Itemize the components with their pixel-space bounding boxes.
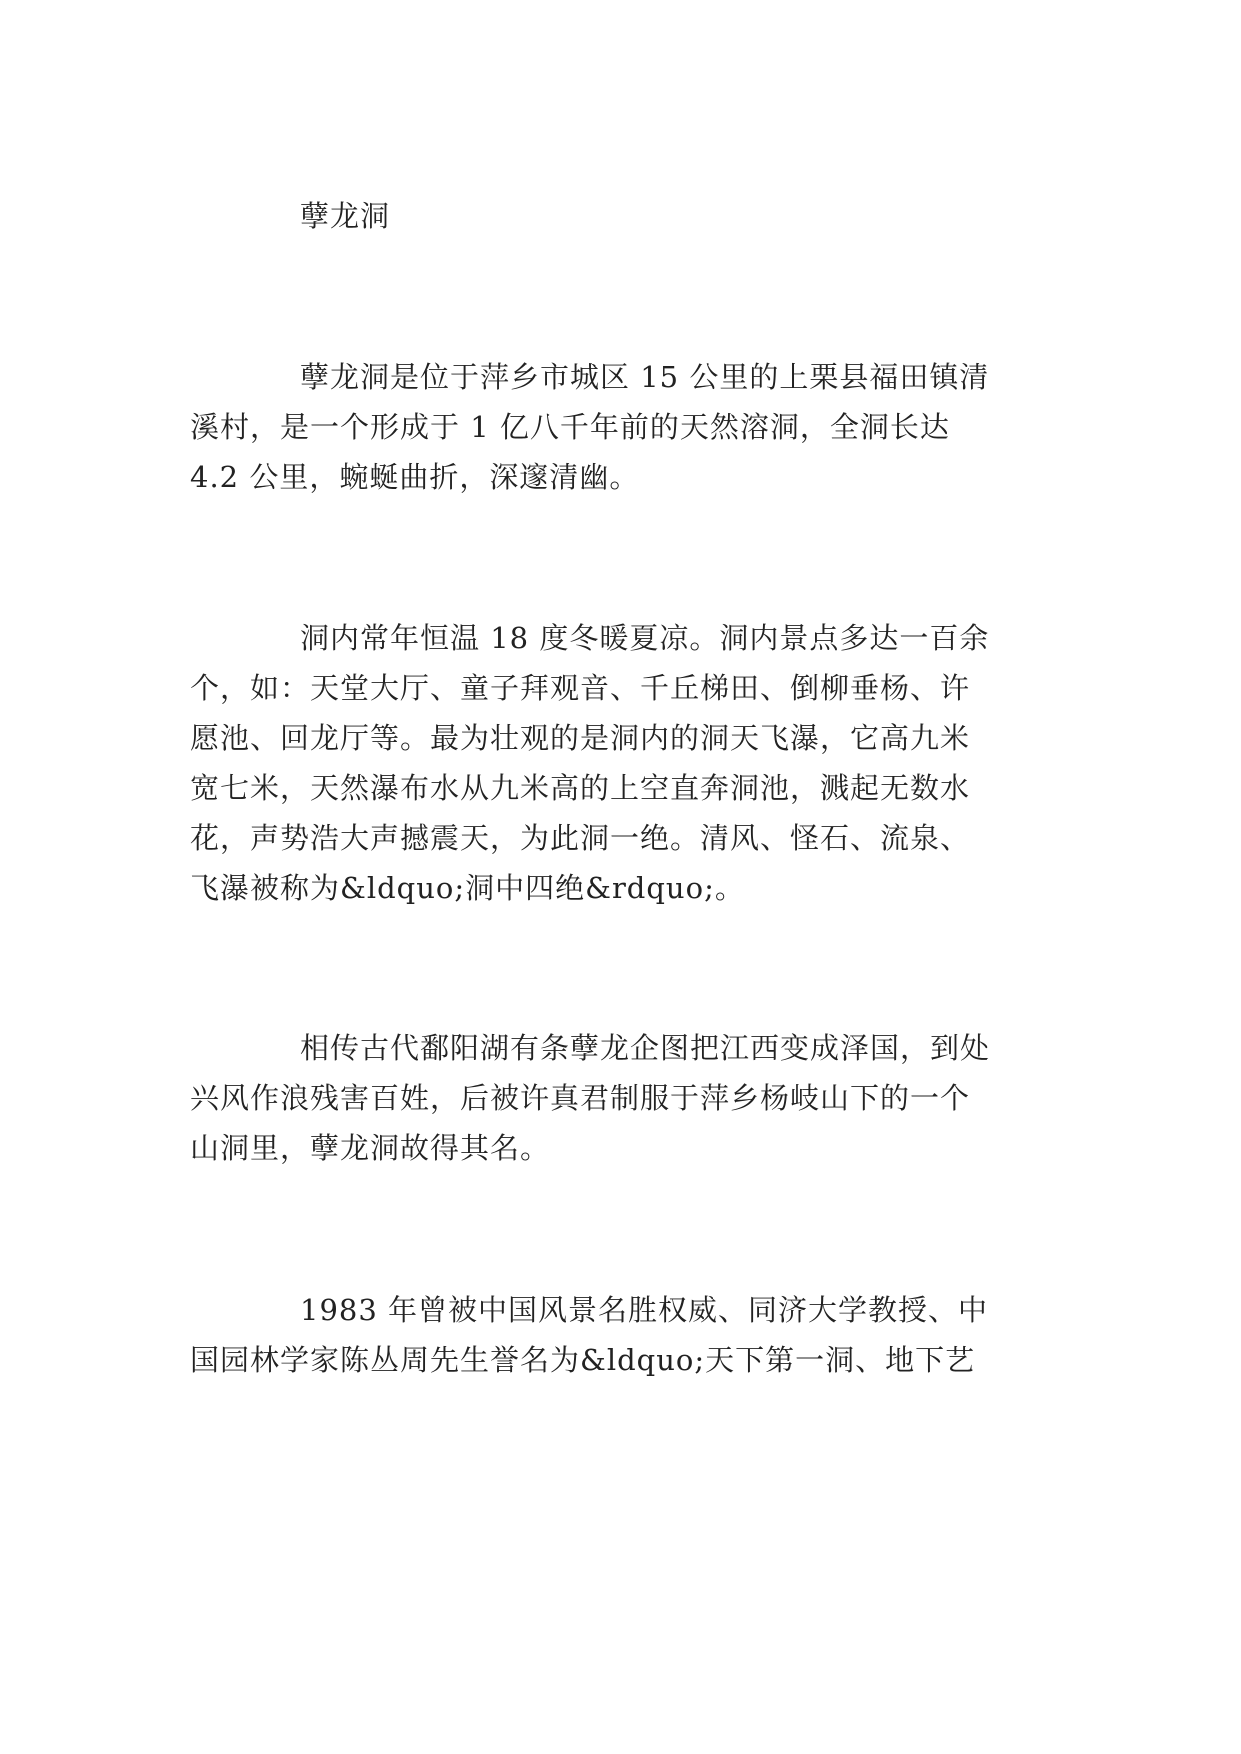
- paragraph-line: 飞瀑被称为&ldquo;洞中四绝&rdquo;。: [190, 871, 745, 905]
- paragraph-line: 国园林学家陈丛周先生誉名为&ldquo;天下第一洞、地下艺: [190, 1343, 976, 1377]
- paragraph-line: 4.2 公里，蜿蜒曲折，深邃清幽。: [190, 460, 640, 494]
- paragraph-line: 兴风作浪残害百姓，后被许真君制服于萍乡杨岐山下的一个: [190, 1081, 971, 1115]
- paragraph-line: 溪村，是一个形成于 1 亿八千年前的天然溶洞，全洞长达: [190, 410, 950, 444]
- paragraph-line: 相传古代鄱阳湖有条孽龙企图把江西变成泽国，到处: [300, 1031, 991, 1065]
- document-title: 孽龙洞: [300, 199, 391, 233]
- paragraph-line: 1983 年曾被中国风景名胜权威、同济大学教授、中: [300, 1293, 989, 1327]
- paragraph-line: 宽七米，天然瀑布水从九米高的上空直奔洞池，溅起无数水: [190, 771, 971, 805]
- paragraph-line: 愿池、回龙厅等。最为壮观的是洞内的洞天飞瀑，它高九米: [190, 721, 971, 755]
- paragraph-line: 洞内常年恒温 18 度冬暖夏凉。洞内景点多达一百余: [300, 621, 990, 655]
- paragraph-line: 孽龙洞是位于萍乡市城区 15 公里的上栗县福田镇清: [300, 360, 990, 394]
- paragraph-line: 山洞里，孽龙洞故得其名。: [190, 1131, 551, 1165]
- paragraph-line: 花，声势浩大声撼震天，为此洞一绝。清风、怪石、流泉、: [190, 821, 971, 855]
- paragraph-line: 个，如：天堂大厅、童子拜观音、千丘梯田、倒柳垂杨、许: [190, 671, 971, 705]
